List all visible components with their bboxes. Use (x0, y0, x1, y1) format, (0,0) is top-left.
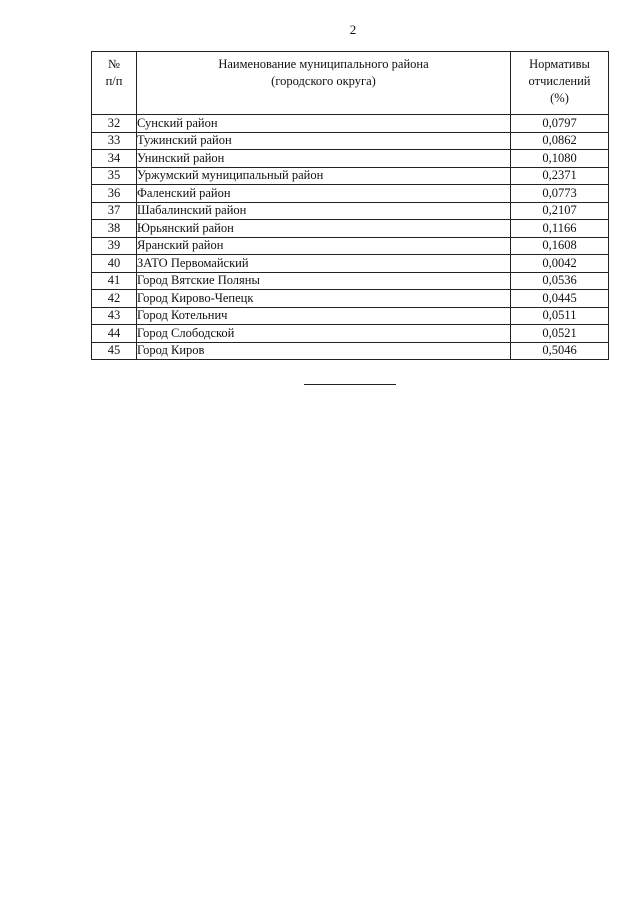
row-number: 34 (92, 150, 137, 168)
row-number: 45 (92, 342, 137, 360)
table-row (92, 202, 609, 220)
row-name: Унинский район (137, 150, 511, 168)
header-number: № п/п (92, 52, 137, 115)
table-row (92, 220, 609, 238)
row-number: 44 (92, 325, 137, 343)
row-name: Город Кирово-Чепецк (137, 290, 511, 308)
table-row (92, 307, 609, 325)
row-name: ЗАТО Первомайский (137, 255, 511, 273)
row-value: 0,2371 (511, 167, 609, 185)
table-row (92, 290, 609, 308)
table-body (92, 115, 609, 360)
row-value: 0,0536 (511, 272, 609, 290)
table-row (92, 167, 609, 185)
row-name: Город Вятские Поляны (137, 272, 511, 290)
row-number: 41 (92, 272, 137, 290)
row-value: 0,0862 (511, 132, 609, 150)
row-number: 33 (92, 132, 137, 150)
row-name: Город Киров (137, 342, 511, 360)
table-row (92, 185, 609, 203)
row-number: 37 (92, 202, 137, 220)
table-row (92, 150, 609, 168)
header-value: Нормативы отчислений (%) (511, 52, 609, 115)
row-value: 0,0773 (511, 185, 609, 203)
table-row (92, 115, 609, 133)
row-name: Тужинский район (137, 132, 511, 150)
table-row (92, 132, 609, 150)
table-row (92, 342, 609, 360)
row-number: 40 (92, 255, 137, 273)
row-number: 39 (92, 237, 137, 255)
header-row (92, 52, 609, 115)
row-value: 0,1080 (511, 150, 609, 168)
row-name: Город Слободской (137, 325, 511, 343)
row-name: Фаленский район (137, 185, 511, 203)
row-value: 0,0042 (511, 255, 609, 273)
row-name: Уржумский муниципальный район (137, 167, 511, 185)
row-name: Яранский район (137, 237, 511, 255)
table-row (92, 255, 609, 273)
table-row (92, 272, 609, 290)
page-number: 2 (349, 22, 357, 37)
row-value: 0,0521 (511, 325, 609, 343)
row-value: 0,0511 (511, 307, 609, 325)
table-row (92, 325, 609, 343)
table-header (92, 52, 609, 115)
closing-divider (304, 384, 396, 385)
row-value: 0,5046 (511, 342, 609, 360)
header-name: Наименование муниципального района (городского округа) (137, 52, 511, 115)
row-number: 32 (92, 115, 137, 133)
row-name: Юрьянский район (137, 220, 511, 238)
row-value: 0,1608 (511, 237, 609, 255)
row-value: 0,0797 (511, 115, 609, 133)
row-number: 36 (92, 185, 137, 203)
row-value: 0,0445 (511, 290, 609, 308)
row-name: Шабалинский район (137, 202, 511, 220)
row-value: 0,1166 (511, 220, 609, 238)
table-row (92, 237, 609, 255)
row-number: 43 (92, 307, 137, 325)
row-name: Город Котельнич (137, 307, 511, 325)
row-name: Сунский район (137, 115, 511, 133)
row-number: 38 (92, 220, 137, 238)
row-number: 42 (92, 290, 137, 308)
row-number: 35 (92, 167, 137, 185)
allocation-norms-table (91, 51, 609, 360)
row-value: 0,2107 (511, 202, 609, 220)
